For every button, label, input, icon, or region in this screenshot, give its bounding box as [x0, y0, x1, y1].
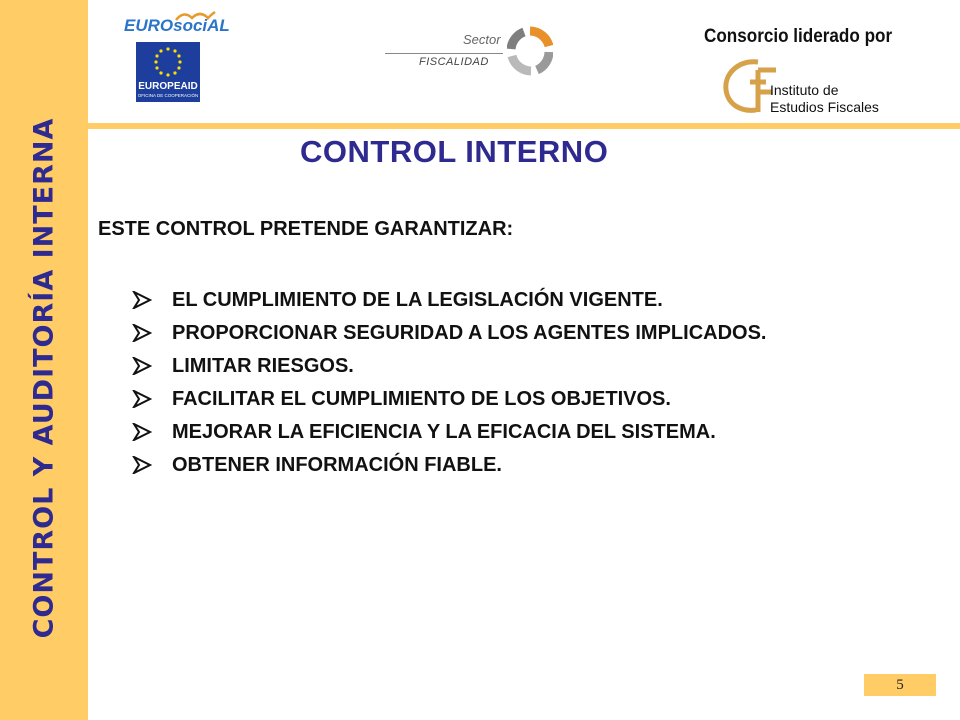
arrow-bullet-icon — [132, 324, 152, 342]
bullet-text: PROPORCIONAR SEGURIDAD A LOS AGENTES IMPLICADOS. — [172, 322, 767, 344]
bullet-text: EL CUMPLIMIENTO DE LA LEGISLACIÓN VIGENTE. — [172, 289, 663, 311]
slide-title: CONTROL INTERNO — [300, 134, 609, 169]
eu-flag-icon — [136, 42, 200, 80]
consorcio-label: Consorcio liderado por — [704, 26, 893, 47]
europeaid-wordmark: EUROPEAID — [138, 81, 198, 92]
page-number: 5 — [864, 674, 936, 696]
fiscalidad-wordmark: FISCALIDAD — [419, 56, 489, 68]
bullet-text: OBTENER INFORMACIÓN FIABLE. — [172, 454, 502, 476]
sector-wordmark: Sector — [463, 32, 501, 47]
bullet-list — [128, 289, 896, 487]
europeaid-subtitle: OFICINA DE COOPERACIÓN — [137, 93, 199, 98]
slide-intro: ESTE CONTROL PRETENDE GARANTIZAR: — [98, 218, 514, 240]
people-swoosh-icon — [174, 10, 216, 22]
list-item — [128, 289, 896, 311]
sidebar-title: CONTROL Y AUDITORÍA INTERNA — [28, 117, 60, 639]
arrow-bullet-icon — [132, 291, 152, 309]
list-item — [128, 355, 896, 377]
arrow-bullet-icon — [132, 357, 152, 375]
arrow-bullet-icon — [132, 390, 152, 408]
eurosocial-logo — [118, 6, 230, 106]
bullet-text: LIMITAR RIESGOS. — [172, 355, 354, 377]
bullet-text: FACILITAR EL CUMPLIMIENTO DE LOS OBJETIVOS. — [172, 388, 671, 410]
ief-name-line2: Estudios Fiscales — [770, 99, 879, 115]
list-item — [128, 421, 896, 443]
europeaid-label — [136, 80, 200, 102]
ief-name-line1: Instituto de — [770, 82, 839, 98]
sector-rule — [385, 53, 503, 54]
header-divider — [88, 123, 960, 129]
list-item — [128, 322, 896, 344]
bullet-text: MEJORAR LA EFICIENCIA Y LA EFICACIA DEL SISTEMA. — [172, 421, 716, 443]
list-item — [128, 388, 896, 410]
sector-fiscalidad-logo — [385, 26, 560, 86]
eurosocial-wordmark: EUROsociAL — [124, 16, 230, 35]
list-item — [128, 454, 896, 476]
sidebar-band — [0, 0, 88, 720]
segmented-ring-icon — [507, 26, 553, 76]
arrow-bullet-icon — [132, 423, 152, 441]
arrow-bullet-icon — [132, 456, 152, 474]
